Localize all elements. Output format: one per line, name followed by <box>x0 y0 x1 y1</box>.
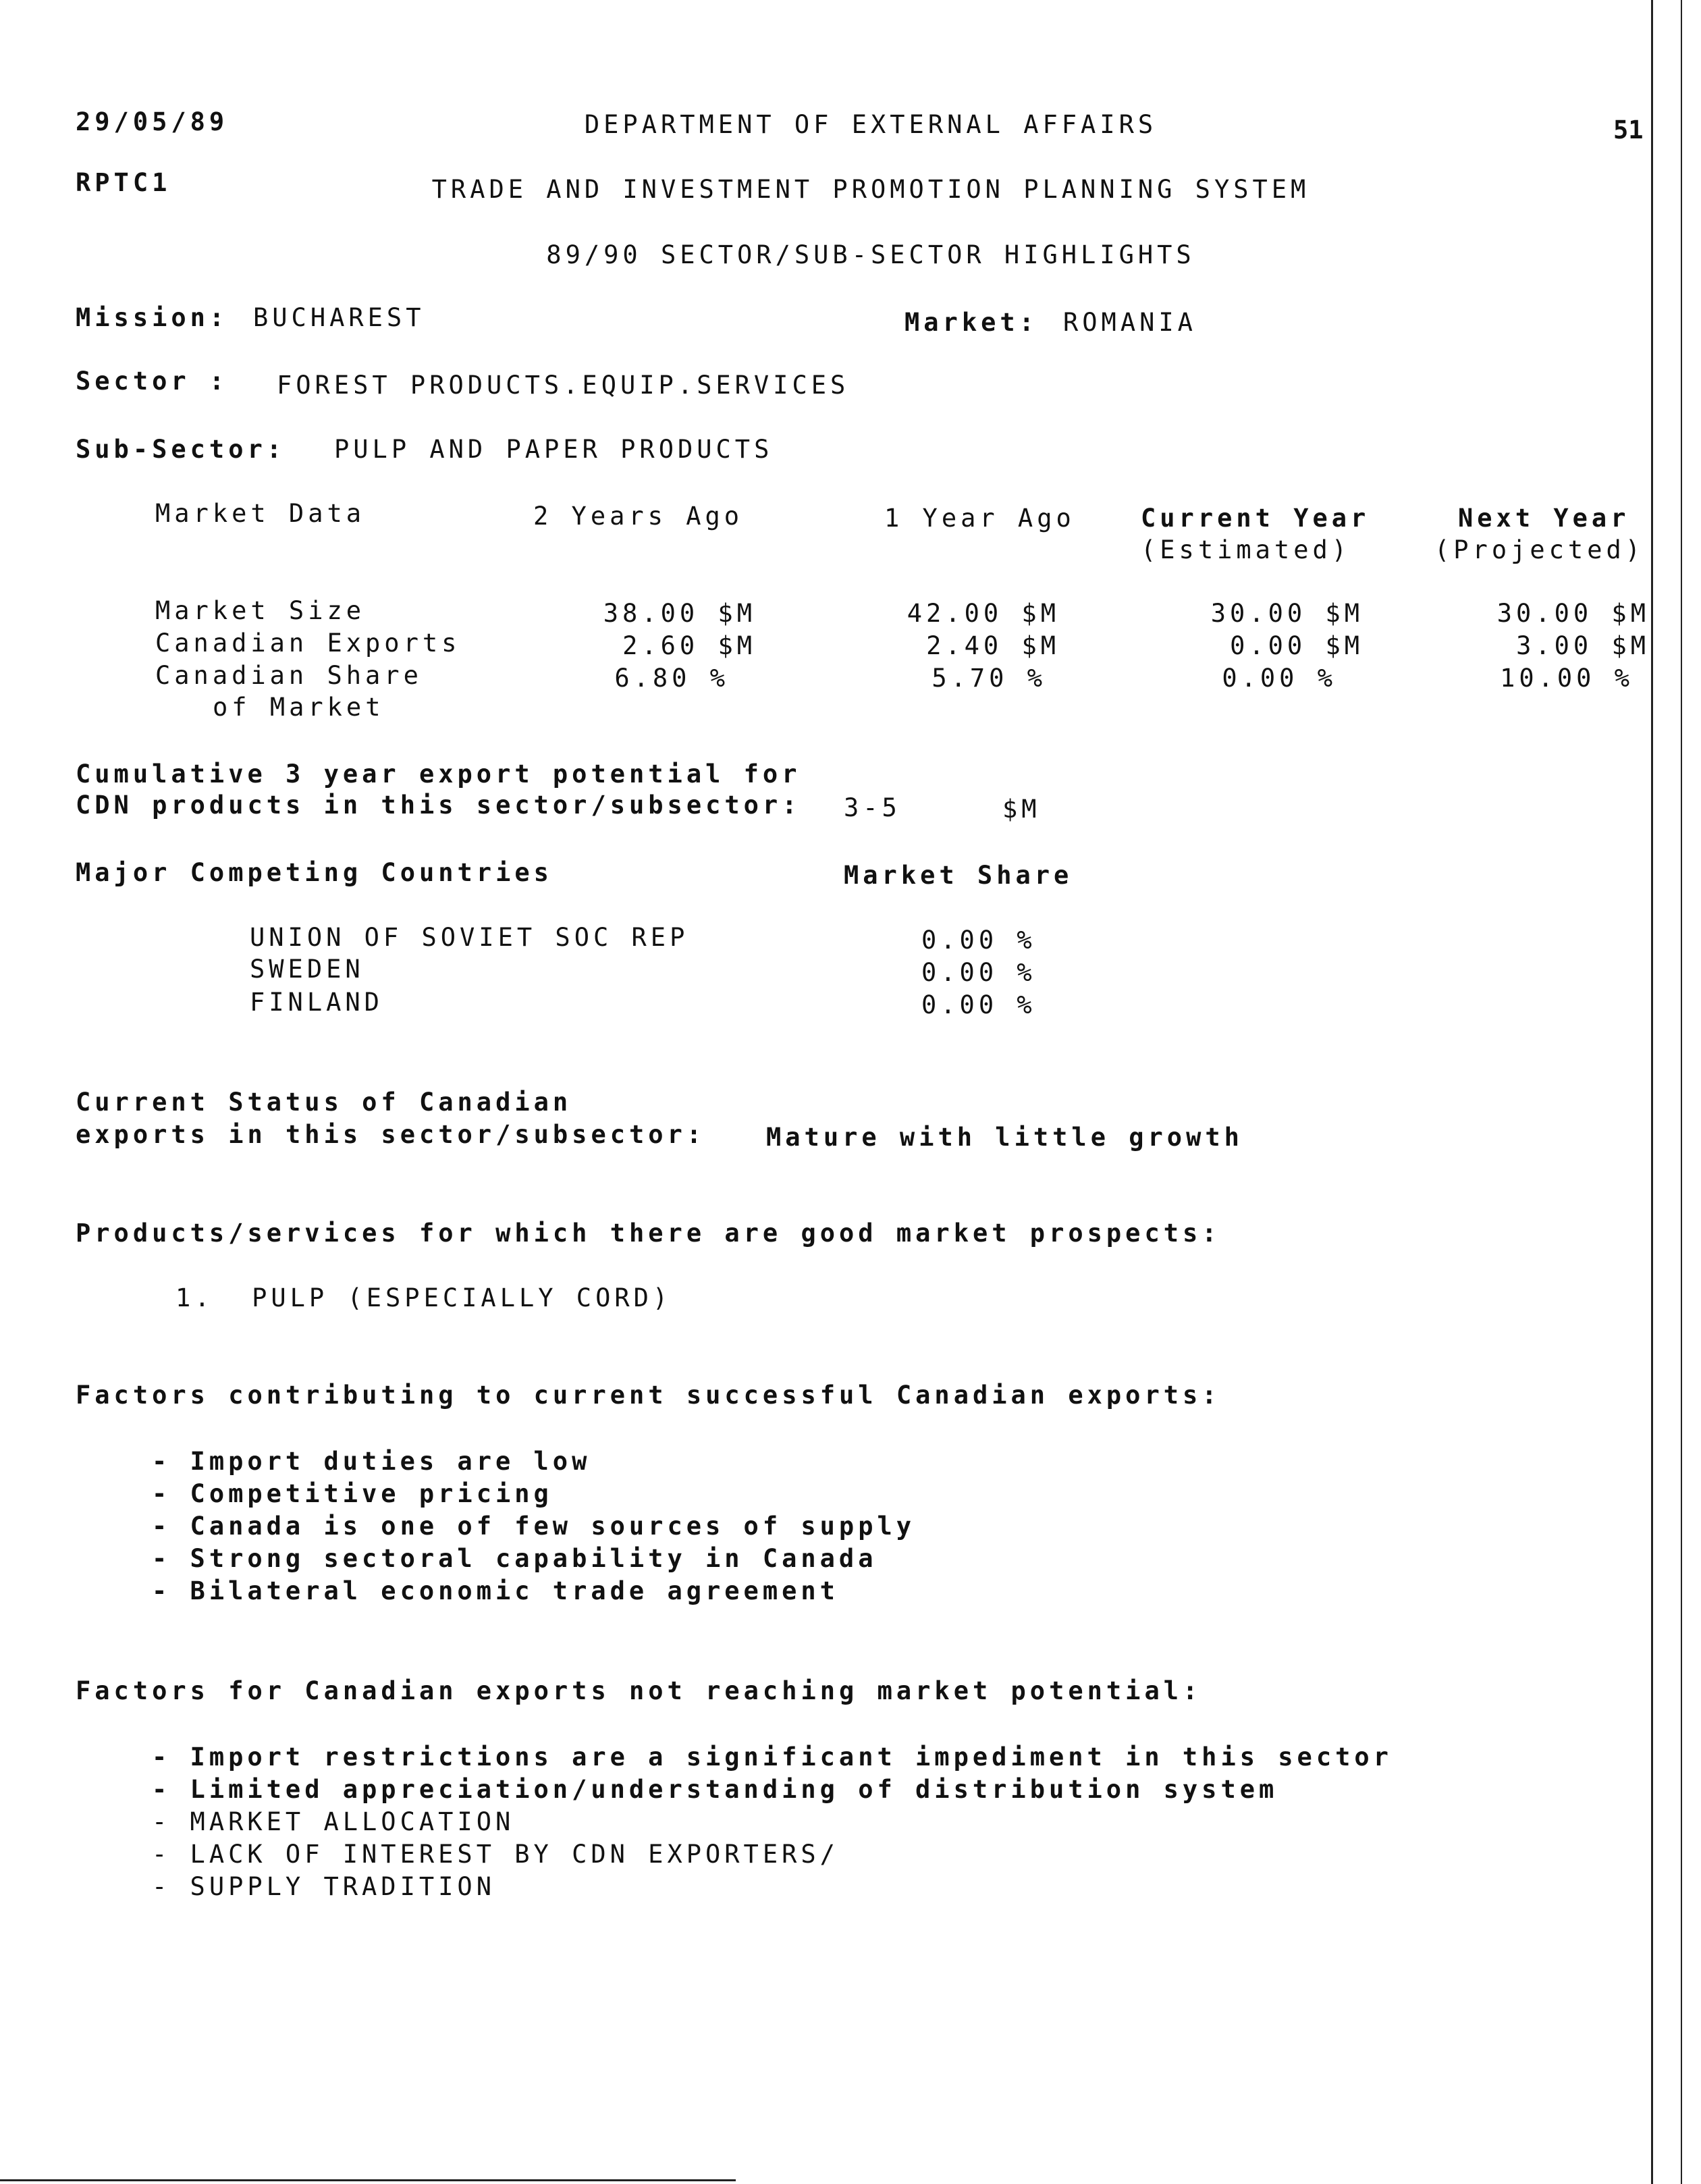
cumulative-line-1: Cumulative 3 year export potential for <box>76 760 801 789</box>
competitor-country: UNION OF SOVIET SOC REP <box>250 923 689 952</box>
success-factor-item: - Import duties are low <box>152 1447 591 1476</box>
barrier-factor-item: - Limited appreciation/understanding of distribution system <box>152 1775 1278 1804</box>
cell-next-year: 30.00 $M <box>1496 599 1650 628</box>
cell-next-year: 10.00 % <box>1500 664 1634 693</box>
competitor-share: 0.00 % <box>921 958 1036 987</box>
sector-label: Sector : <box>76 367 229 396</box>
success-factors-heading: Factors contributing to current successful Canadian exports: <box>76 1381 1221 1410</box>
subsector-value: PULP AND PAPER PRODUCTS <box>334 435 774 464</box>
table-header-2-years-ago: 2 Years Ago <box>533 502 744 531</box>
competitor-country: FINLAND <box>250 988 383 1017</box>
market-label: Market: <box>905 308 1038 337</box>
bottom-border-line <box>0 2179 736 2181</box>
row-label: Market Size <box>155 596 366 625</box>
success-factor-item: - Canada is one of few sources of supply <box>152 1512 916 1541</box>
right-border-line <box>1651 0 1653 2184</box>
competitor-country: SWEDEN <box>250 955 364 984</box>
cumulative-range: 3-5 <box>844 793 901 822</box>
cell-1-year-ago: 5.70 % <box>932 664 1046 693</box>
subsector-label: Sub-Sector: <box>76 435 286 464</box>
status-value: Mature with little growth <box>766 1123 1243 1152</box>
success-factor-item: - Competitive pricing <box>152 1479 553 1508</box>
success-factor-item: - Bilateral economic trade agreement <box>152 1576 839 1605</box>
cell-1-year-ago: 2.40 $M <box>926 631 1060 660</box>
mission-value: BUCHAREST <box>253 303 425 332</box>
table-header-current-estimated: (Estimated) <box>1141 535 1351 564</box>
cell-current-year: 0.00 $M <box>1230 631 1364 660</box>
competitor-share: 0.00 % <box>921 990 1036 1019</box>
market-value: ROMANIA <box>1063 308 1197 337</box>
row-label-continued: of Market <box>213 693 385 722</box>
cell-current-year: 0.00 % <box>1222 664 1336 693</box>
row-label: Canadian Share <box>155 661 423 690</box>
table-header-market-data: Market Data <box>155 499 366 528</box>
barrier-factors-heading: Factors for Canadian exports not reaching market potential: <box>76 1676 1202 1705</box>
competitors-heading: Major Competing Countries <box>76 858 553 887</box>
cumulative-line-2: CDN products in this sector/subsector: <box>76 791 801 820</box>
table-header-next-year: Next Year <box>1458 504 1630 533</box>
competitor-share: 0.00 % <box>921 926 1036 955</box>
cell-2-years-ago: 38.00 $M <box>603 599 756 628</box>
table-header-1-year-ago: 1 Year Ago <box>884 504 1075 533</box>
barrier-factor-item: - MARKET ALLOCATION <box>152 1807 515 1836</box>
status-line-2: exports in this sector/subsector: <box>76 1120 706 1149</box>
cumulative-unit: $M <box>1002 795 1041 824</box>
report-date: 29/05/89 <box>76 107 229 136</box>
barrier-factor-item: - SUPPLY TRADITION <box>152 1872 495 1901</box>
status-line-1: Current Status of Canadian <box>76 1088 572 1117</box>
prospect-item: 1. PULP (ESPECIALLY CORD) <box>176 1283 672 1312</box>
report-code: RPTC1 <box>76 168 171 197</box>
barrier-factor-item: - Import restrictions are a significant impediment in this sector <box>152 1742 1393 1772</box>
barrier-factor-item: - LACK OF INTEREST BY CDN EXPORTERS/ <box>152 1840 839 1869</box>
cell-next-year: 3.00 $M <box>1516 631 1650 660</box>
table-header-current-year: Current Year <box>1141 504 1370 533</box>
cell-2-years-ago: 2.60 $M <box>622 631 756 660</box>
row-label: Canadian Exports <box>155 629 461 658</box>
system-title: TRADE AND INVESTMENT PROMOTION PLANNING SYSTEM <box>431 175 1310 204</box>
sector-value: FOREST PRODUCTS.EQUIP.SERVICES <box>277 371 850 400</box>
page-number: 51 <box>1613 115 1644 144</box>
department-title: DEPARTMENT OF EXTERNAL AFFAIRS <box>584 110 1158 139</box>
right-border-line-2 <box>1681 0 1682 2184</box>
cell-1-year-ago: 42.00 $M <box>907 599 1060 628</box>
success-factor-item: - Strong sectoral capability in Canada <box>152 1544 878 1573</box>
competitors-share-heading: Market Share <box>844 861 1073 890</box>
cell-current-year: 30.00 $M <box>1210 599 1364 628</box>
cell-2-years-ago: 6.80 % <box>614 664 729 693</box>
report-title: 89/90 SECTOR/SUB-SECTOR HIGHLIGHTS <box>546 240 1195 269</box>
table-header-next-projected: (Projected) <box>1434 535 1645 564</box>
prospects-heading: Products/services for which there are good market prospects: <box>76 1219 1221 1248</box>
mission-label: Mission: <box>76 303 229 332</box>
